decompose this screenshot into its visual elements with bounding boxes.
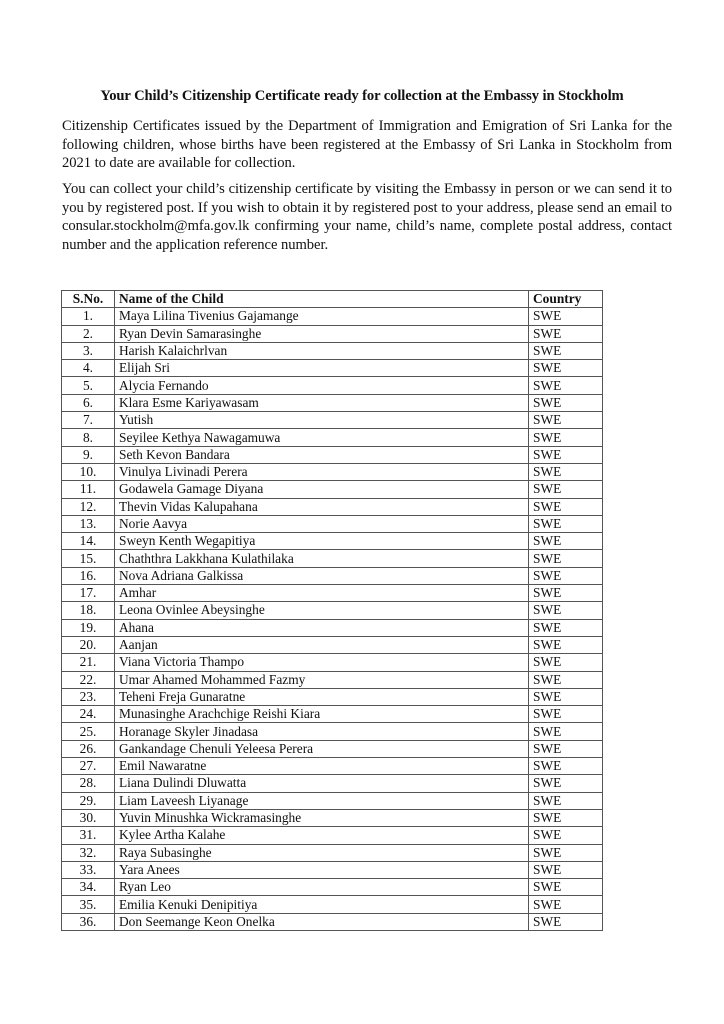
cell-sno: 24. xyxy=(62,706,115,723)
cell-sno: 25. xyxy=(62,723,115,740)
cell-name: Yutish xyxy=(115,412,529,429)
cell-name: Elijah Sri xyxy=(115,360,529,377)
cell-name: Kylee Artha Kalahe xyxy=(115,827,529,844)
cell-country: SWE xyxy=(529,446,603,463)
cell-country: SWE xyxy=(529,533,603,550)
cell-name: Raya Subasinghe xyxy=(115,844,529,861)
table-row xyxy=(62,879,603,896)
cell-country: SWE xyxy=(529,896,603,913)
cell-country: SWE xyxy=(529,723,603,740)
table-row xyxy=(62,792,603,809)
cell-sno: 19. xyxy=(62,619,115,636)
cell-country: SWE xyxy=(529,688,603,705)
cell-name: Sweyn Kenth Wegapitiya xyxy=(115,533,529,550)
cell-country: SWE xyxy=(529,913,603,930)
cell-country: SWE xyxy=(529,308,603,325)
table-row xyxy=(62,429,603,446)
cell-country: SWE xyxy=(529,792,603,809)
cell-sno: 13. xyxy=(62,515,115,532)
cell-name: Vinulya Livinadi Perera xyxy=(115,463,529,480)
cell-name: Chaththra Lakkhana Kulathilaka xyxy=(115,550,529,567)
cell-name: Klara Esme Kariyawasam xyxy=(115,394,529,411)
cell-sno: 27. xyxy=(62,758,115,775)
table-row xyxy=(62,446,603,463)
cell-sno: 34. xyxy=(62,879,115,896)
cell-name: Munasinghe Arachchige Reishi Kiara xyxy=(115,706,529,723)
cell-sno: 12. xyxy=(62,498,115,515)
cell-country: SWE xyxy=(529,844,603,861)
cell-sno: 26. xyxy=(62,740,115,757)
table-row xyxy=(62,550,603,567)
table-row xyxy=(62,481,603,498)
cell-name: Yuvin Minushka Wickramasinghe xyxy=(115,809,529,826)
table-row xyxy=(62,602,603,619)
cell-country: SWE xyxy=(529,619,603,636)
cell-sno: 18. xyxy=(62,602,115,619)
cell-name: Godawela Gamage Diyana xyxy=(115,481,529,498)
cell-name: Emilia Kenuki Denipitiya xyxy=(115,896,529,913)
cell-name: Liam Laveesh Liyanage xyxy=(115,792,529,809)
cell-country: SWE xyxy=(529,861,603,878)
cell-name: Viana Victoria Thampo xyxy=(115,654,529,671)
cell-name: Maya Lilina Tivenius Gajamange xyxy=(115,308,529,325)
cell-name: Thevin Vidas Kalupahana xyxy=(115,498,529,515)
cell-name: Ryan Leo xyxy=(115,879,529,896)
table-row xyxy=(62,706,603,723)
cell-country: SWE xyxy=(529,740,603,757)
cell-name: Seyilee Kethya Nawagamuwa xyxy=(115,429,529,446)
cell-sno: 32. xyxy=(62,844,115,861)
table-row xyxy=(62,377,603,394)
cell-country: SWE xyxy=(529,463,603,480)
cell-sno: 2. xyxy=(62,325,115,342)
cell-sno: 4. xyxy=(62,360,115,377)
cell-sno: 20. xyxy=(62,636,115,653)
table-row xyxy=(62,688,603,705)
table-row xyxy=(62,585,603,602)
cell-sno: 10. xyxy=(62,463,115,480)
cell-name: Emil Nawaratne xyxy=(115,758,529,775)
cell-country: SWE xyxy=(529,498,603,515)
cell-name: Harish Kalaichrlvan xyxy=(115,342,529,359)
cell-country: SWE xyxy=(529,602,603,619)
table-row xyxy=(62,567,603,584)
intro-paragraph: Citizenship Certificates issued by the Department of Immigration and Emigration of Sri Lanka for the following children, whose births have been registered at the Embassy of Sri Lanka in Stockholm from 2021 to date are available for collection. xyxy=(62,118,672,172)
table-row xyxy=(62,498,603,515)
table-header-row xyxy=(62,291,603,308)
table-row xyxy=(62,360,603,377)
cell-name: Norie Aavya xyxy=(115,515,529,532)
cell-name: Leona Ovinlee Abeysinghe xyxy=(115,602,529,619)
cell-sno: 33. xyxy=(62,861,115,878)
table-row xyxy=(62,654,603,671)
table-row xyxy=(62,515,603,532)
table-row xyxy=(62,619,603,636)
cell-country: SWE xyxy=(529,412,603,429)
cell-country: SWE xyxy=(529,342,603,359)
cell-name: Umar Ahamed Mohammed Fazmy xyxy=(115,671,529,688)
cell-name: Alycia Fernando xyxy=(115,377,529,394)
cell-sno: 28. xyxy=(62,775,115,792)
cell-country: SWE xyxy=(529,394,603,411)
table-row xyxy=(62,827,603,844)
cell-name: Seth Kevon Bandara xyxy=(115,446,529,463)
cell-sno: 15. xyxy=(62,550,115,567)
cell-sno: 29. xyxy=(62,792,115,809)
cell-country: SWE xyxy=(529,636,603,653)
table-row xyxy=(62,342,603,359)
page-title: Your Child’s Citizenship Certificate ready for collection at the Embassy in Stockholm xyxy=(100,88,624,104)
cell-sno: 1. xyxy=(62,308,115,325)
table-row xyxy=(62,463,603,480)
cell-sno: 36. xyxy=(62,913,115,930)
header-name: Name of the Child xyxy=(115,291,529,308)
cell-country: SWE xyxy=(529,809,603,826)
table-row xyxy=(62,325,603,342)
cell-name: Don Seemange Keon Onelka xyxy=(115,913,529,930)
table-row xyxy=(62,394,603,411)
table-row xyxy=(62,533,603,550)
cell-country: SWE xyxy=(529,377,603,394)
cell-country: SWE xyxy=(529,775,603,792)
cell-sno: 9. xyxy=(62,446,115,463)
cell-country: SWE xyxy=(529,325,603,342)
table-row xyxy=(62,740,603,757)
table-row xyxy=(62,671,603,688)
cell-sno: 35. xyxy=(62,896,115,913)
cell-sno: 7. xyxy=(62,412,115,429)
cell-country: SWE xyxy=(529,706,603,723)
cell-name: Horanage Skyler Jinadasa xyxy=(115,723,529,740)
cell-name: Nova Adriana Galkissa xyxy=(115,567,529,584)
cell-name: Amhar xyxy=(115,585,529,602)
table-row xyxy=(62,775,603,792)
cell-country: SWE xyxy=(529,550,603,567)
cell-sno: 5. xyxy=(62,377,115,394)
table-row xyxy=(62,844,603,861)
cell-name: Liana Dulindi Dluwatta xyxy=(115,775,529,792)
cell-country: SWE xyxy=(529,654,603,671)
table-row xyxy=(62,758,603,775)
cell-country: SWE xyxy=(529,585,603,602)
table-row xyxy=(62,861,603,878)
cell-country: SWE xyxy=(529,758,603,775)
table-row xyxy=(62,412,603,429)
cell-country: SWE xyxy=(529,671,603,688)
cell-country: SWE xyxy=(529,879,603,896)
table-row xyxy=(62,913,603,930)
cell-country: SWE xyxy=(529,515,603,532)
cell-sno: 23. xyxy=(62,688,115,705)
cell-name: Ryan Devin Samarasinghe xyxy=(115,325,529,342)
cell-sno: 14. xyxy=(62,533,115,550)
instructions-paragraph: You can collect your child’s citizenship certificate by visiting the Embassy in person or we can send it to you by registered post. If you wish to obtain it by registered post to your address, please send an email to consular.stockholm@mfa.gov.lk confirming your name, child’s name, complete postal address, contact number and the application reference number. xyxy=(62,181,672,253)
cell-sno: 22. xyxy=(62,671,115,688)
header-sno: S.No. xyxy=(62,291,115,308)
table-body xyxy=(62,308,603,931)
table-row xyxy=(62,809,603,826)
cell-country: SWE xyxy=(529,360,603,377)
cell-country: SWE xyxy=(529,827,603,844)
table-row xyxy=(62,308,603,325)
cell-country: SWE xyxy=(529,481,603,498)
table-row xyxy=(62,896,603,913)
cell-country: SWE xyxy=(529,567,603,584)
table-row xyxy=(62,723,603,740)
cell-name: Ahana xyxy=(115,619,529,636)
children-table xyxy=(61,290,603,931)
cell-sno: 8. xyxy=(62,429,115,446)
cell-sno: 30. xyxy=(62,809,115,826)
cell-name: Teheni Freja Gunaratne xyxy=(115,688,529,705)
cell-sno: 21. xyxy=(62,654,115,671)
cell-name: Aanjan xyxy=(115,636,529,653)
cell-sno: 31. xyxy=(62,827,115,844)
header-country: Country xyxy=(529,291,603,308)
table-row xyxy=(62,636,603,653)
cell-sno: 11. xyxy=(62,481,115,498)
cell-name: Yara Anees xyxy=(115,861,529,878)
cell-sno: 16. xyxy=(62,567,115,584)
cell-sno: 6. xyxy=(62,394,115,411)
cell-name: Gankandage Chenuli Yeleesa Perera xyxy=(115,740,529,757)
cell-sno: 17. xyxy=(62,585,115,602)
cell-sno: 3. xyxy=(62,342,115,359)
cell-country: SWE xyxy=(529,429,603,446)
